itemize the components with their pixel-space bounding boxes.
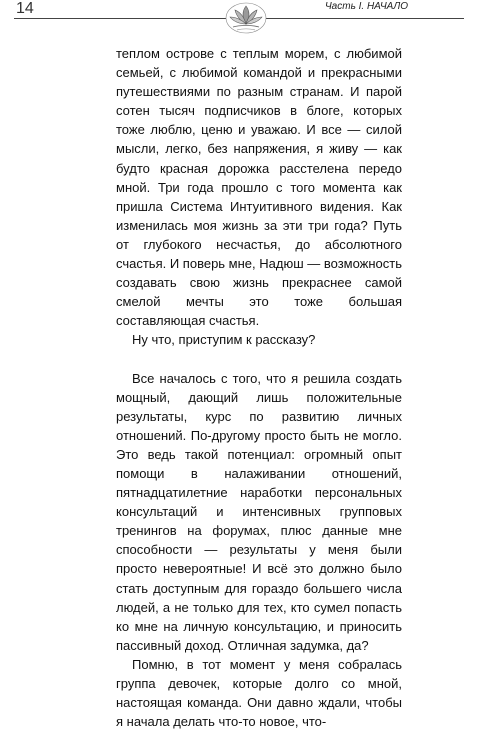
lotus-icon bbox=[225, 0, 267, 36]
body-text bbox=[116, 44, 402, 731]
paragraph: Помню, в тот момент у меня собралась группа девочек, которые долго со мной, настоящая команда. Они давно ждали, чтобы я начала делать что-то новое, что- bbox=[116, 656, 402, 730]
paragraph: теплом острове с теплым морем, с любимой семьей, с любимой командой и прекрасными путешествиями по разным странам. И парой сотен тысяч подписчиков в блоге, которых тоже люблю, ценю и уважаю. И все — силой мысли, легко, без напряжения, я живу — как будто красная дорожка расстелена передо мной. Три года прошло с того момента как пришла Система Интуитивного видения. Как изменилась моя жизнь за эти три года? Путь от глубокого несчастья, до абсолютного счастья. И поверь мне, Надюш — возможность создавать свою жизнь прекраснее самой смелой мечты это тоже большая составляющая счастья. bbox=[116, 46, 403, 329]
running-head: Часть I. НАЧАЛО bbox=[324, 1, 408, 12]
page-number: 14 bbox=[16, 0, 34, 17]
paragraph: Ну что, приступим к рассказу? bbox=[132, 332, 316, 348]
paragraph-gap bbox=[116, 350, 402, 369]
paragraph: Все началось с того, что я решила создать мощный, дающий лишь положительные результаты, курс по развитию личных отношений. По-другому просто быть не могло. Это ведь такой потенциал: огромный опыт помощи в налаживании отношений, пятнадцатилетние наработки персональных консультаций и интенсивных групповых тренингов на форумах, плюс данные мне способности — результаты у меня были просто невероятные! И всё это должно было стать доступным для гораздо большего числа людей, а не только для тех, кто сумел попасть ко мне на личную консультацию, и приносить пассивный доход. Отличная задумка, да? bbox=[116, 370, 402, 653]
